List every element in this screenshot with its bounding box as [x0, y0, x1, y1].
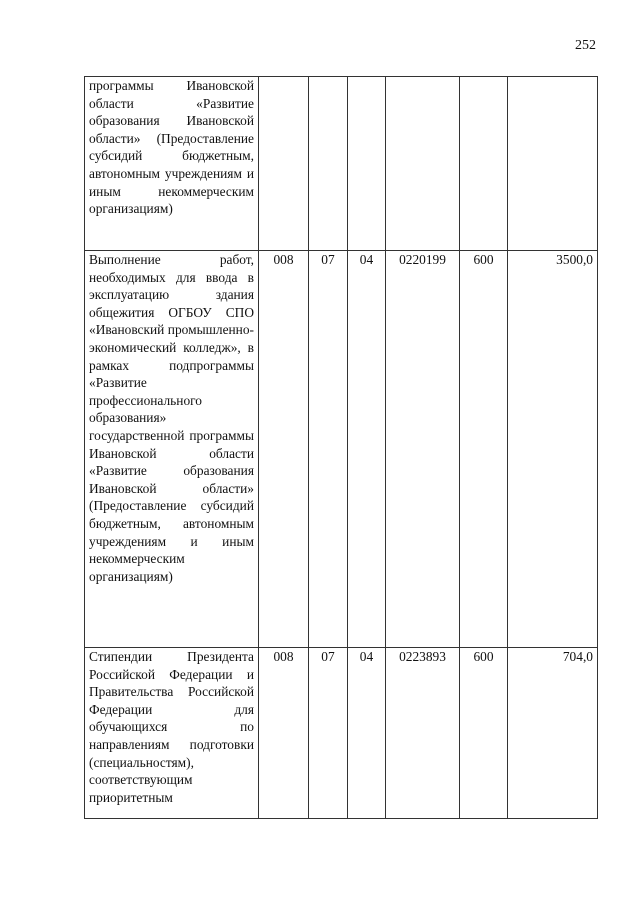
amount — [508, 77, 598, 251]
subsection-code — [348, 77, 386, 251]
target-article-code — [386, 77, 460, 251]
subsection-code: 04 — [348, 648, 386, 819]
ministry-code — [259, 77, 309, 251]
target-article-code: 0223893 — [386, 648, 460, 819]
section-code: 07 — [309, 648, 348, 819]
expense-type-code: 600 — [460, 648, 508, 819]
ministry-code: 008 — [259, 251, 309, 648]
row-description: Выполнение работ, необходимых для ввода в эксплуатацию здания общежития ОГБОУ СПО «Ивановский промышленно-экономический колледж», в рамках подпрограммы «Развитие профессионального образования» государственной программы Ивановской области «Развитие образования Ивановской области» (Предоставление субсидий бюджетным, автономным учреждениям и иным некоммерческим организациям) — [85, 251, 259, 648]
expense-type-code: 600 — [460, 251, 508, 648]
table-row — [85, 77, 598, 251]
ministry-code: 008 — [259, 648, 309, 819]
page-number: 252 — [575, 38, 596, 53]
amount: 3500,0 — [508, 251, 598, 648]
section-code — [309, 77, 348, 251]
section-code: 07 — [309, 251, 348, 648]
subsection-code: 04 — [348, 251, 386, 648]
target-article-code: 0220199 — [386, 251, 460, 648]
expense-type-code — [460, 77, 508, 251]
table-row — [85, 648, 598, 819]
row-description: программы Ивановской области «Развитие образования Ивановской области» (Предоставление субсидий бюджетным, автономным учреждениям и иным некоммерческим организациям) — [85, 77, 259, 251]
row-description: Стипендии Президента Российской Федерации и Правительства Российской Федерации для обучающихся по направлениям подготовки (специальностям), соответствующим приоритетным — [85, 648, 259, 819]
budget-table — [84, 76, 598, 819]
table-row — [85, 251, 598, 648]
amount: 704,0 — [508, 648, 598, 819]
